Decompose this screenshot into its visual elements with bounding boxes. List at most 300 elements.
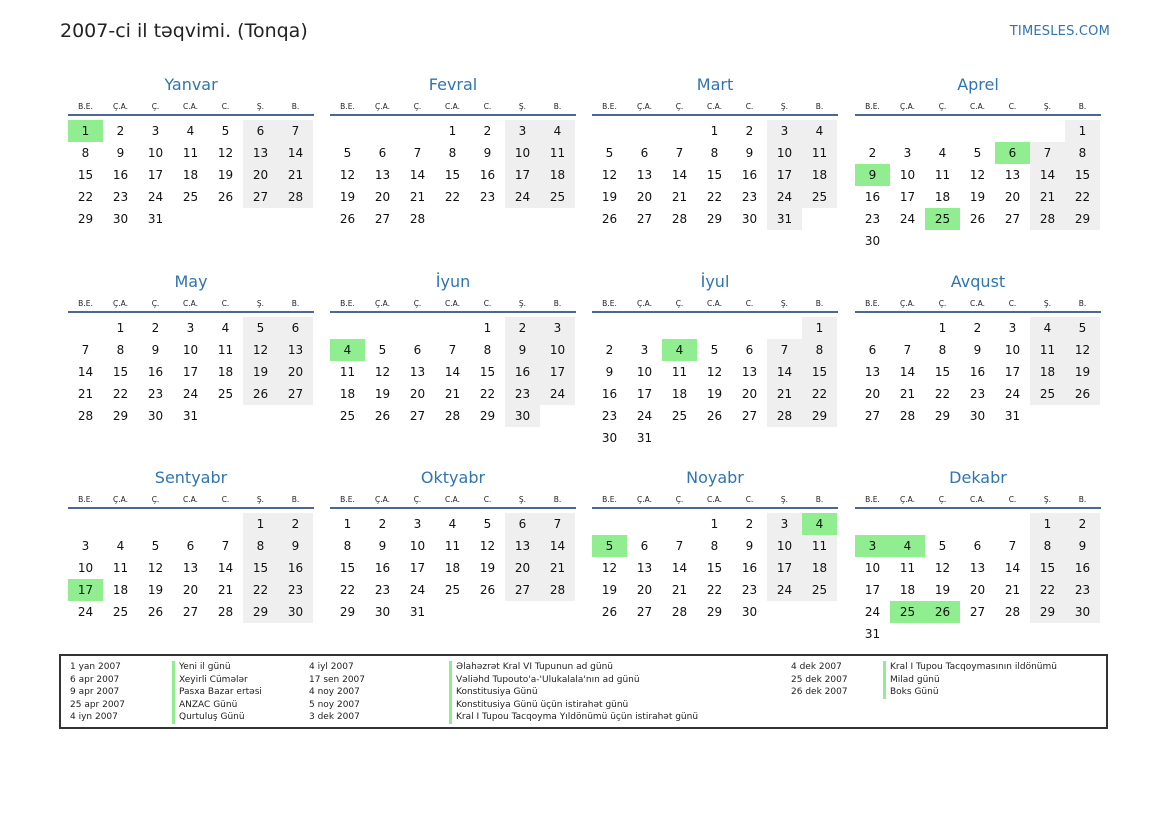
- day-cell: 8: [116, 343, 125, 357]
- day-cell: 22: [706, 190, 723, 204]
- day-cell: 30: [969, 409, 986, 423]
- day-cell: 10: [636, 365, 653, 379]
- weekday-label: C.A.: [444, 299, 460, 308]
- day-cell: 4: [116, 539, 125, 553]
- day-cell: 10: [540, 339, 575, 361]
- day-cell: 25: [1030, 383, 1065, 405]
- day-cell: 17: [409, 561, 426, 575]
- day-cell: 2: [868, 146, 877, 160]
- legend-holiday-name: Xeyirli Cümələr: [172, 674, 262, 687]
- day-cell: 25: [182, 190, 199, 204]
- weekday-label: Ş.: [518, 102, 527, 111]
- holiday-day-cell: 4: [330, 339, 365, 361]
- weekday-label: B.: [553, 299, 562, 308]
- day-cell: 18: [444, 561, 461, 575]
- day-cell: 10: [899, 168, 916, 182]
- weekday-label: C.: [1008, 299, 1017, 308]
- day-cell: 26: [243, 383, 278, 405]
- day-cell: 24: [864, 605, 881, 619]
- weekday-header: [68, 297, 314, 313]
- day-cell: 10: [505, 142, 540, 164]
- day-cell: 7: [675, 539, 684, 553]
- weekday-label: C.A.: [444, 102, 460, 111]
- weekday-label: C.: [483, 495, 492, 504]
- weekday-label: Ç.: [675, 299, 684, 308]
- weekday-header: [592, 100, 838, 116]
- weekday-label: Ş.: [256, 102, 265, 111]
- day-cell: 29: [112, 409, 129, 423]
- day-cell: 13: [636, 168, 653, 182]
- day-cell: 10: [864, 561, 881, 575]
- day-cell: 2: [973, 321, 982, 335]
- day-cell: 17: [505, 164, 540, 186]
- day-cell: 14: [671, 561, 688, 575]
- weekday-label: Ş.: [780, 102, 789, 111]
- day-cell: 11: [182, 146, 199, 160]
- day-cell: 5: [483, 517, 492, 531]
- day-cell: 9: [1065, 535, 1100, 557]
- month-name: Fevral: [428, 75, 478, 94]
- day-cell: 14: [1030, 164, 1065, 186]
- day-cell: 27: [243, 186, 278, 208]
- weekday-label: Ç.A.: [636, 299, 652, 308]
- day-cell: 3: [540, 317, 575, 339]
- weekday-label: B.: [291, 102, 300, 111]
- day-cell: 4: [186, 124, 195, 138]
- weekday-label: Ç.A.: [374, 495, 390, 504]
- day-cell: 24: [77, 605, 94, 619]
- day-cell: 16: [741, 168, 758, 182]
- day-cell: 20: [243, 164, 278, 186]
- weekday-label: Ç.A.: [636, 102, 652, 111]
- day-cell: 5: [605, 146, 614, 160]
- holiday-day-cell: 3: [855, 535, 890, 557]
- day-cell: 22: [1030, 579, 1065, 601]
- day-cell: 20: [182, 583, 199, 597]
- day-cell: 19: [601, 190, 618, 204]
- day-cell: 27: [864, 409, 881, 423]
- day-cell: 18: [112, 583, 129, 597]
- weekday-label: B.E.: [78, 299, 93, 308]
- day-cell: 6: [640, 539, 649, 553]
- weekday-label: C.: [221, 495, 230, 504]
- day-cell: 25: [802, 186, 837, 208]
- day-cell: 2: [745, 124, 754, 138]
- day-cell: 14: [899, 365, 916, 379]
- day-cell: 12: [243, 339, 278, 361]
- day-cell: 22: [444, 190, 461, 204]
- day-cell: 15: [243, 557, 278, 579]
- day-cell: 10: [409, 539, 426, 553]
- day-cell: 6: [413, 343, 422, 357]
- day-cell: 21: [767, 383, 802, 405]
- day-cell: 14: [278, 142, 313, 164]
- weekday-label: Ş.: [1043, 299, 1052, 308]
- day-cell: 31: [147, 212, 164, 226]
- day-cell: 12: [601, 561, 618, 575]
- weekday-label: Ş.: [1043, 495, 1052, 504]
- weekday-label: Ç.A.: [636, 495, 652, 504]
- day-cell: 23: [1065, 579, 1100, 601]
- day-cell: 26: [969, 212, 986, 226]
- day-cell: 26: [339, 212, 356, 226]
- day-cell: 13: [864, 365, 881, 379]
- legend-date: 4 noy 2007: [309, 687, 360, 697]
- weekday-label: B.E.: [602, 102, 617, 111]
- day-cell: 30: [1065, 601, 1100, 623]
- weekday-label: C.: [221, 102, 230, 111]
- weekday-label: B.: [1078, 102, 1087, 111]
- day-cell: 16: [374, 561, 391, 575]
- day-cell: 18: [217, 365, 234, 379]
- day-cell: 11: [339, 365, 356, 379]
- day-cell: 15: [444, 168, 461, 182]
- day-cell: 13: [409, 365, 426, 379]
- weekday-label: Ç.A.: [112, 102, 128, 111]
- day-cell: 23: [505, 383, 540, 405]
- weekday-label: B.E.: [865, 299, 880, 308]
- day-cell: 13: [1004, 168, 1021, 182]
- day-cell: 3: [81, 539, 90, 553]
- weekday-label: B.E.: [602, 299, 617, 308]
- day-cell: 4: [540, 120, 575, 142]
- legend-date: 5 noy 2007: [309, 699, 360, 710]
- weekday-label: B.: [1078, 299, 1087, 308]
- day-cell: 27: [182, 605, 199, 619]
- day-cell: 28: [217, 605, 234, 619]
- weekday-label: B.E.: [340, 495, 355, 504]
- day-cell: 26: [1065, 383, 1100, 405]
- weekday-label: Ş.: [256, 299, 265, 308]
- day-cell: 2: [505, 317, 540, 339]
- day-cell: 22: [479, 387, 496, 401]
- day-cell: 18: [899, 583, 916, 597]
- day-cell: 11: [217, 343, 234, 357]
- day-cell: 1: [448, 124, 457, 138]
- weekday-label: Ç.: [938, 495, 947, 504]
- day-cell: 15: [479, 365, 496, 379]
- day-cell: 14: [671, 168, 688, 182]
- day-cell: 6: [973, 539, 982, 553]
- day-cell: 11: [540, 142, 575, 164]
- day-cell: 18: [182, 168, 199, 182]
- weekday-header: [855, 297, 1101, 313]
- day-cell: 26: [374, 409, 391, 423]
- day-cell: 13: [505, 535, 540, 557]
- day-cell: 5: [1065, 317, 1100, 339]
- day-cell: 28: [767, 405, 802, 427]
- legend-dates-col-2: [309, 661, 365, 724]
- day-cell: 2: [278, 513, 313, 535]
- day-cell: 27: [636, 605, 653, 619]
- day-cell: 1: [1065, 120, 1100, 142]
- legend-holiday-name: Boks Günü: [883, 686, 1057, 699]
- day-cell: 11: [671, 365, 688, 379]
- day-cell: 7: [81, 343, 90, 357]
- day-cell: 6: [186, 539, 195, 553]
- day-cell: 1: [116, 321, 125, 335]
- day-cell: 20: [505, 557, 540, 579]
- day-cell: 20: [741, 387, 758, 401]
- day-cell: 21: [1004, 583, 1021, 597]
- day-cell: 13: [278, 339, 313, 361]
- day-cell: 8: [81, 146, 90, 160]
- weekday-label: C.A.: [706, 495, 722, 504]
- day-cell: 6: [745, 343, 754, 357]
- day-cell: 10: [767, 142, 802, 164]
- legend-holiday-name: Konstitusiya Günü: [449, 686, 698, 699]
- day-cell: 28: [409, 212, 426, 226]
- day-cell: 16: [969, 365, 986, 379]
- day-cell: 19: [217, 168, 234, 182]
- day-cell: 7: [221, 539, 230, 553]
- weekday-label: Ç.: [675, 495, 684, 504]
- day-cell: 21: [217, 583, 234, 597]
- day-cell: 30: [505, 405, 540, 427]
- day-cell: 10: [1004, 343, 1021, 357]
- day-cell: 24: [899, 212, 916, 226]
- weekday-label: C.: [745, 299, 754, 308]
- day-cell: 14: [217, 561, 234, 575]
- day-cell: 20: [636, 190, 653, 204]
- holiday-day-cell: 4: [802, 513, 837, 535]
- day-cell: 19: [601, 583, 618, 597]
- day-cell: 2: [745, 517, 754, 531]
- day-cell: 8: [710, 146, 719, 160]
- day-cell: 15: [1030, 557, 1065, 579]
- legend-dates-col-3: [791, 661, 848, 699]
- weekday-label: C.: [745, 495, 754, 504]
- day-cell: 15: [112, 365, 129, 379]
- day-cell: 2: [151, 321, 160, 335]
- day-cell: 28: [444, 409, 461, 423]
- day-cell: 14: [767, 361, 802, 383]
- month-name: İyul: [700, 272, 730, 291]
- weekday-label: B.E.: [340, 102, 355, 111]
- day-cell: 17: [147, 168, 164, 182]
- day-cell: 13: [182, 561, 199, 575]
- site-brand-link[interactable]: TIMESLES.COM: [1009, 24, 1110, 39]
- day-cell: 30: [741, 605, 758, 619]
- holiday-day-cell: 6: [995, 142, 1030, 164]
- legend-date: 3 dek 2007: [309, 712, 360, 722]
- day-cell: 1: [802, 317, 837, 339]
- weekday-label: C.A.: [706, 299, 722, 308]
- day-cell: 9: [278, 535, 313, 557]
- day-cell: 8: [1065, 142, 1100, 164]
- day-cell: 8: [483, 343, 492, 357]
- holiday-day-cell: 4: [662, 339, 697, 361]
- month-name: Oktyabr: [420, 468, 486, 487]
- month-name: Dekabr: [949, 468, 1007, 487]
- day-cell: 11: [112, 561, 129, 575]
- day-cell: 8: [243, 535, 278, 557]
- holiday-day-cell: 26: [925, 601, 960, 623]
- day-cell: 3: [1008, 321, 1017, 335]
- day-cell: 22: [339, 583, 356, 597]
- weekday-label: Ş.: [518, 299, 527, 308]
- day-cell: 24: [767, 579, 802, 601]
- day-cell: 3: [151, 124, 160, 138]
- weekday-header: [855, 493, 1101, 509]
- day-cell: 8: [343, 539, 352, 553]
- weekday-label: B.: [815, 299, 824, 308]
- day-cell: 12: [706, 365, 723, 379]
- legend-date: 6 apr 2007: [70, 674, 120, 685]
- day-cell: 25: [802, 579, 837, 601]
- legend-date: 25 apr 2007: [70, 699, 126, 710]
- day-cell: 29: [77, 212, 94, 226]
- day-cell: 23: [601, 409, 618, 423]
- legend-holiday-name: Vəliəhd Tupouto'a-'Ulukalala'nın ad günü: [449, 674, 698, 687]
- day-cell: 14: [409, 168, 426, 182]
- day-cell: 12: [339, 168, 356, 182]
- weekday-label: C.: [483, 299, 492, 308]
- day-cell: 26: [601, 605, 618, 619]
- holiday-day-cell: 17: [68, 579, 103, 601]
- day-cell: 12: [217, 146, 234, 160]
- day-cell: 1: [483, 321, 492, 335]
- day-cell: 4: [221, 321, 230, 335]
- weekday-header: [592, 297, 838, 313]
- day-cell: 23: [147, 387, 164, 401]
- day-cell: 29: [802, 405, 837, 427]
- day-cell: 30: [374, 605, 391, 619]
- weekday-label: C.: [1008, 102, 1017, 111]
- day-cell: 5: [938, 539, 947, 553]
- day-cell: 28: [540, 579, 575, 601]
- day-cell: 20: [374, 190, 391, 204]
- legend-date: 17 sen 2007: [309, 674, 366, 685]
- day-cell: 15: [1065, 164, 1100, 186]
- day-cell: 19: [374, 387, 391, 401]
- weekday-label: Ş.: [1043, 102, 1052, 111]
- weekday-label: Ş.: [780, 299, 789, 308]
- day-cell: 1: [1030, 513, 1065, 535]
- day-cell: 24: [1004, 387, 1021, 401]
- day-cell: 3: [767, 120, 802, 142]
- day-cell: 31: [636, 431, 653, 445]
- weekday-header: [330, 297, 576, 313]
- day-cell: 17: [1004, 365, 1021, 379]
- weekday-label: Ş.: [780, 495, 789, 504]
- weekday-label: Ç.A.: [899, 299, 915, 308]
- day-cell: 11: [934, 168, 951, 182]
- day-cell: 22: [802, 383, 837, 405]
- day-cell: 11: [1030, 339, 1065, 361]
- day-cell: 4: [1030, 317, 1065, 339]
- day-cell: 20: [969, 583, 986, 597]
- legend-date: 25 dek 2007: [791, 674, 848, 685]
- weekday-label: Ç.A.: [899, 495, 915, 504]
- day-cell: 16: [505, 361, 540, 383]
- month-name: İyun: [435, 272, 471, 291]
- day-cell: 16: [741, 561, 758, 575]
- weekday-label: C.: [1008, 495, 1017, 504]
- day-cell: 21: [671, 190, 688, 204]
- day-cell: 17: [864, 583, 881, 597]
- weekday-label: Ç.A.: [112, 299, 128, 308]
- day-cell: 2: [378, 517, 387, 531]
- day-cell: 2: [483, 124, 492, 138]
- day-cell: 31: [1004, 409, 1021, 423]
- day-cell: 26: [479, 583, 496, 597]
- day-cell: 12: [934, 561, 951, 575]
- weekday-label: C.A.: [706, 102, 722, 111]
- weekday-label: B.E.: [78, 495, 93, 504]
- day-cell: 28: [278, 186, 313, 208]
- day-cell: 30: [864, 234, 881, 248]
- weekday-label: C.A.: [182, 102, 198, 111]
- day-cell: 22: [243, 579, 278, 601]
- weekday-label: C.A.: [444, 495, 460, 504]
- legend-date: 4 iyn 2007: [70, 712, 118, 722]
- day-cell: 31: [767, 208, 802, 230]
- day-cell: 3: [505, 120, 540, 142]
- day-cell: 25: [540, 186, 575, 208]
- legend-date: 4 dek 2007: [791, 662, 842, 672]
- day-cell: 3: [903, 146, 912, 160]
- legend-holiday-name: Pasxa Bazar ertəsi: [172, 686, 262, 699]
- day-cell: 6: [640, 146, 649, 160]
- weekday-label: B.: [553, 102, 562, 111]
- day-cell: 21: [77, 387, 94, 401]
- day-cell: 11: [802, 142, 837, 164]
- weekday-label: Ç.A.: [112, 495, 128, 504]
- weekday-label: Ç.: [151, 299, 160, 308]
- day-cell: 7: [1008, 539, 1017, 553]
- day-cell: 18: [540, 164, 575, 186]
- day-cell: 25: [444, 583, 461, 597]
- legend-names-col-2: [449, 661, 698, 724]
- day-cell: 23: [864, 212, 881, 226]
- day-cell: 25: [112, 605, 129, 619]
- day-cell: 6: [505, 513, 540, 535]
- day-cell: 9: [483, 146, 492, 160]
- day-cell: 9: [378, 539, 387, 553]
- day-cell: 13: [636, 561, 653, 575]
- day-cell: 14: [444, 365, 461, 379]
- holiday-day-cell: 9: [855, 164, 890, 186]
- day-cell: 19: [147, 583, 164, 597]
- month-name: Aprel: [957, 75, 999, 94]
- day-cell: 12: [147, 561, 164, 575]
- day-cell: 22: [706, 583, 723, 597]
- day-cell: 25: [339, 409, 356, 423]
- day-cell: 27: [409, 409, 426, 423]
- day-cell: 30: [147, 409, 164, 423]
- day-cell: 15: [934, 365, 951, 379]
- day-cell: 31: [864, 627, 881, 641]
- day-cell: 8: [448, 146, 457, 160]
- day-cell: 24: [767, 186, 802, 208]
- day-cell: 29: [339, 605, 356, 619]
- day-cell: 3: [186, 321, 195, 335]
- day-cell: 25: [671, 409, 688, 423]
- day-cell: 25: [217, 387, 234, 401]
- day-cell: 18: [934, 190, 951, 204]
- month-name: Avqust: [950, 272, 1006, 291]
- day-cell: 23: [278, 579, 313, 601]
- day-cell: 23: [969, 387, 986, 401]
- legend-names-col-1: [172, 661, 262, 724]
- day-cell: 21: [671, 583, 688, 597]
- day-cell: 5: [973, 146, 982, 160]
- day-cell: 24: [540, 383, 575, 405]
- weekday-label: Ç.A.: [899, 102, 915, 111]
- day-cell: 29: [706, 605, 723, 619]
- day-cell: 7: [448, 343, 457, 357]
